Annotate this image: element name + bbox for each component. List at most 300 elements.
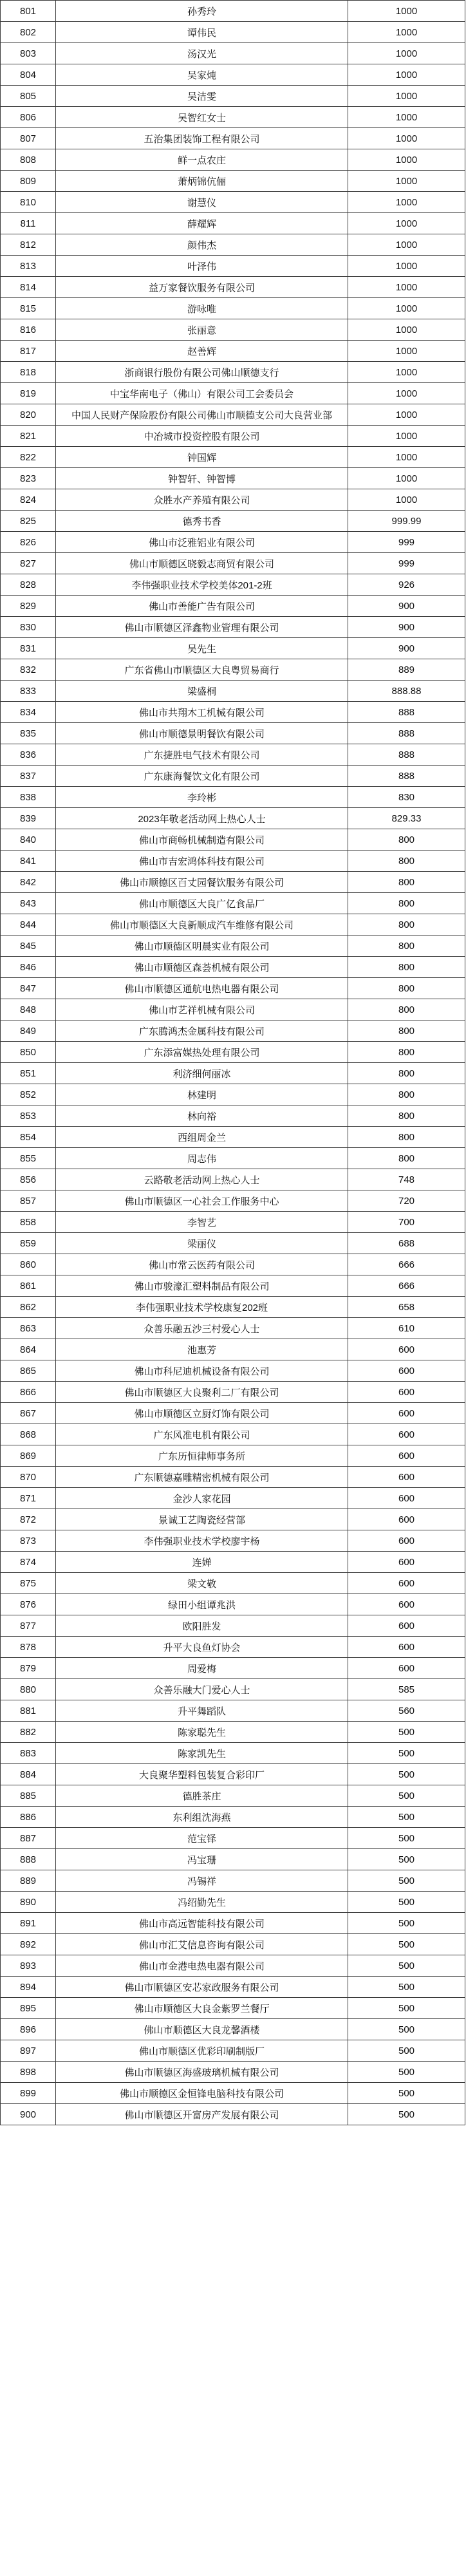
donor-name: 广东添富媒热处理有限公司 xyxy=(56,1042,348,1063)
row-number: 830 xyxy=(1,617,56,638)
donor-name: 佛山市顺德区大良龙馨酒楼 xyxy=(56,2019,348,2040)
donor-name: 佛山市顺德区安芯家政服务有限公司 xyxy=(56,1977,348,1998)
row-number: 899 xyxy=(1,2083,56,2104)
row-number: 828 xyxy=(1,574,56,596)
donor-name: 冯绍勤先生 xyxy=(56,1892,348,1913)
row-number: 869 xyxy=(1,1445,56,1467)
donation-amount: 999.99 xyxy=(348,511,465,532)
row-number: 812 xyxy=(1,234,56,256)
donor-name: 冯宝珊 xyxy=(56,1849,348,1870)
table-row xyxy=(1,723,465,744)
row-number: 827 xyxy=(1,553,56,574)
row-number: 854 xyxy=(1,1127,56,1148)
row-number: 865 xyxy=(1,1360,56,1382)
donation-amount: 500 xyxy=(348,1764,465,1785)
donor-name: 佛山市高远智能科技有限公司 xyxy=(56,1913,348,1934)
table-row xyxy=(1,978,465,999)
table-row xyxy=(1,234,465,256)
row-number: 880 xyxy=(1,1679,56,1700)
donation-amount: 800 xyxy=(348,957,465,978)
donor-name: 佛山市汇艾信息咨询有限公司 xyxy=(56,1934,348,1955)
row-number: 831 xyxy=(1,638,56,659)
table-row xyxy=(1,1892,465,1913)
donor-name: 众善乐融五沙三村爱心人士 xyxy=(56,1318,348,1339)
row-number: 813 xyxy=(1,256,56,277)
donation-amount: 1000 xyxy=(348,489,465,511)
donor-name: 大良聚华塑料包装复合彩印厂 xyxy=(56,1764,348,1785)
row-number: 814 xyxy=(1,277,56,298)
table-row xyxy=(1,1084,465,1105)
row-number: 871 xyxy=(1,1488,56,1509)
donor-name: 佛山市常云医药有限公司 xyxy=(56,1254,348,1275)
donor-name: 广东腾鸿杰金属科技有限公司 xyxy=(56,1020,348,1042)
donor-name: 广东顺德嘉雕精密机械有限公司 xyxy=(56,1467,348,1488)
table-row xyxy=(1,43,465,64)
donation-amount: 800 xyxy=(348,829,465,851)
row-number: 845 xyxy=(1,935,56,957)
table-row xyxy=(1,149,465,171)
table-row xyxy=(1,1679,465,1700)
table-row xyxy=(1,574,465,596)
donation-amount: 500 xyxy=(348,1977,465,1998)
donation-amount: 500 xyxy=(348,2040,465,2062)
donor-name: 李伟强职业技术学校美体201-2班 xyxy=(56,574,348,596)
donor-name: 绿田小组谭兆洪 xyxy=(56,1594,348,1615)
donation-amount: 666 xyxy=(348,1254,465,1275)
row-number: 885 xyxy=(1,1785,56,1807)
donor-name: 佛山市顺德区大良金紫罗兰餐厅 xyxy=(56,1998,348,2019)
donor-name: 范宝铎 xyxy=(56,1828,348,1849)
row-number: 803 xyxy=(1,43,56,64)
row-number: 870 xyxy=(1,1467,56,1488)
donor-name: 叶泽伟 xyxy=(56,256,348,277)
donor-name: 佛山市顺德区优彩印刷制版厂 xyxy=(56,2040,348,2062)
table-row xyxy=(1,1849,465,1870)
donor-name: 连婵 xyxy=(56,1552,348,1573)
row-number: 826 xyxy=(1,532,56,553)
row-number: 878 xyxy=(1,1637,56,1658)
donation-amount: 1000 xyxy=(348,192,465,213)
row-number: 895 xyxy=(1,1998,56,2019)
row-number: 833 xyxy=(1,681,56,702)
donor-name: 佛山市顺德区通航电热电器有限公司 xyxy=(56,978,348,999)
row-number: 839 xyxy=(1,808,56,829)
donation-amount: 600 xyxy=(348,1509,465,1530)
donation-amount: 600 xyxy=(348,1424,465,1445)
donation-amount: 500 xyxy=(348,1892,465,1913)
donation-amount: 500 xyxy=(348,2062,465,2083)
donor-name: 陈家凯先生 xyxy=(56,1743,348,1764)
table-row xyxy=(1,1275,465,1297)
row-number: 868 xyxy=(1,1424,56,1445)
donor-name: 德胜茶庄 xyxy=(56,1785,348,1807)
row-number: 886 xyxy=(1,1807,56,1828)
table-row xyxy=(1,893,465,914)
donation-amount: 500 xyxy=(348,1998,465,2019)
row-number: 821 xyxy=(1,426,56,447)
row-number: 861 xyxy=(1,1275,56,1297)
row-number: 843 xyxy=(1,893,56,914)
row-number: 808 xyxy=(1,149,56,171)
donation-amount: 500 xyxy=(348,1849,465,1870)
table-row xyxy=(1,489,465,511)
table-row xyxy=(1,1658,465,1679)
donor-name: 中冶城市投资控股有限公司 xyxy=(56,426,348,447)
donation-amount: 500 xyxy=(348,1934,465,1955)
donor-name: 吴家炖 xyxy=(56,64,348,86)
table-row xyxy=(1,1870,465,1892)
donation-amount: 600 xyxy=(348,1573,465,1594)
row-number: 811 xyxy=(1,213,56,234)
donation-amount: 1000 xyxy=(348,107,465,128)
donation-amount: 800 xyxy=(348,893,465,914)
row-number: 816 xyxy=(1,319,56,341)
table-row xyxy=(1,404,465,426)
donation-amount: 500 xyxy=(348,1870,465,1892)
table-row xyxy=(1,1743,465,1764)
table-row xyxy=(1,744,465,766)
row-number: 802 xyxy=(1,22,56,43)
table-body xyxy=(1,1,465,2125)
table-row xyxy=(1,277,465,298)
row-number: 819 xyxy=(1,383,56,404)
row-number: 864 xyxy=(1,1339,56,1360)
row-number: 825 xyxy=(1,511,56,532)
donor-name: 佛山市顺德景明餐饮有限公司 xyxy=(56,723,348,744)
donation-amount: 500 xyxy=(348,1913,465,1934)
row-number: 815 xyxy=(1,298,56,319)
donation-amount: 889 xyxy=(348,659,465,681)
donor-name: 吴洁雯 xyxy=(56,86,348,107)
donor-name: 利济细何丽冰 xyxy=(56,1063,348,1084)
table-row xyxy=(1,298,465,319)
donor-name: 佛山市商畅机械制造有限公司 xyxy=(56,829,348,851)
row-number: 834 xyxy=(1,702,56,723)
donor-name: 浙商银行股份有限公司佛山顺德支行 xyxy=(56,362,348,383)
table-row xyxy=(1,256,465,277)
donor-name: 佛山市顺德区百丈园餐饮服务有限公司 xyxy=(56,872,348,893)
donation-amount: 600 xyxy=(348,1637,465,1658)
donor-name: 汤汉光 xyxy=(56,43,348,64)
donation-amount: 900 xyxy=(348,596,465,617)
row-number: 897 xyxy=(1,2040,56,2062)
donation-amount: 800 xyxy=(348,1020,465,1042)
donation-amount: 666 xyxy=(348,1275,465,1297)
table-row xyxy=(1,1467,465,1488)
donation-amount: 900 xyxy=(348,638,465,659)
row-number: 823 xyxy=(1,468,56,489)
donor-name: 陈家聪先生 xyxy=(56,1722,348,1743)
table-row xyxy=(1,1127,465,1148)
donation-amount: 748 xyxy=(348,1169,465,1190)
row-number: 844 xyxy=(1,914,56,935)
donor-name: 佛山市金港电热电器有限公司 xyxy=(56,1955,348,1977)
donor-name: 冯锡祥 xyxy=(56,1870,348,1892)
donor-name: 五治集团装饰工程有限公司 xyxy=(56,128,348,149)
donor-name: 佛山市泛雅铝业有限公司 xyxy=(56,532,348,553)
row-number: 863 xyxy=(1,1318,56,1339)
donor-name: 广东省佛山市顺德区大良粤贸易商行 xyxy=(56,659,348,681)
table-row xyxy=(1,829,465,851)
donation-amount: 700 xyxy=(348,1212,465,1233)
table-row xyxy=(1,659,465,681)
donation-amount: 1000 xyxy=(348,234,465,256)
table-row xyxy=(1,808,465,829)
donor-name: 升平舞蹈队 xyxy=(56,1700,348,1722)
donation-amount: 688 xyxy=(348,1233,465,1254)
row-number: 801 xyxy=(1,1,56,22)
donation-amount: 600 xyxy=(348,1530,465,1552)
row-number: 809 xyxy=(1,171,56,192)
table-row xyxy=(1,1,465,22)
table-row xyxy=(1,1488,465,1509)
donation-amount: 1000 xyxy=(348,213,465,234)
table-row xyxy=(1,1424,465,1445)
donor-name: 李伟强职业技术学校廖宇杨 xyxy=(56,1530,348,1552)
table-row xyxy=(1,1977,465,1998)
donation-amount: 610 xyxy=(348,1318,465,1339)
donor-name: 众胜水产养殖有限公司 xyxy=(56,489,348,511)
donation-amount: 1000 xyxy=(348,426,465,447)
row-number: 824 xyxy=(1,489,56,511)
table-row xyxy=(1,1615,465,1637)
table-row xyxy=(1,1700,465,1722)
table-row xyxy=(1,2083,465,2104)
table-row xyxy=(1,553,465,574)
table-row xyxy=(1,383,465,404)
donation-amount: 600 xyxy=(348,1615,465,1637)
donor-name: 金沙人家花园 xyxy=(56,1488,348,1509)
table-row xyxy=(1,999,465,1020)
table-row xyxy=(1,1998,465,2019)
donation-amount: 600 xyxy=(348,1445,465,1467)
donation-amount: 500 xyxy=(348,1785,465,1807)
donation-amount: 500 xyxy=(348,1743,465,1764)
table-row xyxy=(1,341,465,362)
donation-amount: 600 xyxy=(348,1360,465,1382)
row-number: 829 xyxy=(1,596,56,617)
donation-amount: 500 xyxy=(348,2083,465,2104)
table-row xyxy=(1,1722,465,1743)
donation-amount: 926 xyxy=(348,574,465,596)
table-row xyxy=(1,1233,465,1254)
donor-name: 谭伟民 xyxy=(56,22,348,43)
row-number: 810 xyxy=(1,192,56,213)
table-row xyxy=(1,1254,465,1275)
donor-name: 佛山市顺德区金恒锋电脑科技有限公司 xyxy=(56,2083,348,2104)
row-number: 884 xyxy=(1,1764,56,1785)
donor-name: 萧炳锦伉俪 xyxy=(56,171,348,192)
donation-amount: 800 xyxy=(348,851,465,872)
row-number: 900 xyxy=(1,2104,56,2125)
row-number: 820 xyxy=(1,404,56,426)
donation-amount: 600 xyxy=(348,1658,465,1679)
donation-amount: 500 xyxy=(348,2104,465,2125)
table-row xyxy=(1,1212,465,1233)
donation-amount: 888 xyxy=(348,744,465,766)
row-number: 858 xyxy=(1,1212,56,1233)
row-number: 873 xyxy=(1,1530,56,1552)
donation-amount: 600 xyxy=(348,1594,465,1615)
donation-amount: 888.88 xyxy=(348,681,465,702)
table-row xyxy=(1,1063,465,1084)
table-row xyxy=(1,22,465,43)
donor-name: 佛山市共翔木工机械有限公司 xyxy=(56,702,348,723)
table-row xyxy=(1,1318,465,1339)
row-number: 846 xyxy=(1,957,56,978)
table-row xyxy=(1,851,465,872)
table-row xyxy=(1,1148,465,1169)
row-number: 889 xyxy=(1,1870,56,1892)
table-row xyxy=(1,2104,465,2125)
row-number: 806 xyxy=(1,107,56,128)
row-number: 804 xyxy=(1,64,56,86)
donation-amount: 888 xyxy=(348,723,465,744)
donor-name: 佛山市顺德区大良聚利二厂有限公司 xyxy=(56,1382,348,1403)
donor-name: 佛山市顺德区大良新顺成汽车维修有限公司 xyxy=(56,914,348,935)
table-row xyxy=(1,1530,465,1552)
donor-name: 佛山市艺祥机械有限公司 xyxy=(56,999,348,1020)
table-row xyxy=(1,1764,465,1785)
donation-amount: 830 xyxy=(348,787,465,808)
donation-amount: 500 xyxy=(348,1807,465,1828)
table-row xyxy=(1,1934,465,1955)
donation-amount: 1000 xyxy=(348,43,465,64)
donation-amount: 1000 xyxy=(348,256,465,277)
donation-amount: 600 xyxy=(348,1467,465,1488)
row-number: 851 xyxy=(1,1063,56,1084)
row-number: 890 xyxy=(1,1892,56,1913)
donor-name: 梁丽仪 xyxy=(56,1233,348,1254)
row-number: 847 xyxy=(1,978,56,999)
donor-name: 李智艺 xyxy=(56,1212,348,1233)
row-number: 855 xyxy=(1,1148,56,1169)
donation-amount: 800 xyxy=(348,1084,465,1105)
donation-amount: 600 xyxy=(348,1488,465,1509)
row-number: 857 xyxy=(1,1190,56,1212)
donor-name: 佛山市顺德区海盛玻璃机械有限公司 xyxy=(56,2062,348,2083)
donor-name: 佛山市顺德区大良广亿食品厂 xyxy=(56,893,348,914)
donor-name: 吴智红女士 xyxy=(56,107,348,128)
row-number: 872 xyxy=(1,1509,56,1530)
donor-name: 周爱梅 xyxy=(56,1658,348,1679)
donation-amount: 1000 xyxy=(348,362,465,383)
donor-name: 广东历恒律师事务所 xyxy=(56,1445,348,1467)
table-row xyxy=(1,171,465,192)
table-row xyxy=(1,1360,465,1382)
donation-amount: 500 xyxy=(348,2019,465,2040)
donor-name: 佛山市骏濠汇塑料制品有限公司 xyxy=(56,1275,348,1297)
donor-name: 钟国辉 xyxy=(56,447,348,468)
row-number: 896 xyxy=(1,2019,56,2040)
table-row xyxy=(1,2040,465,2062)
donor-name: 薛耀辉 xyxy=(56,213,348,234)
row-number: 853 xyxy=(1,1105,56,1127)
row-number: 856 xyxy=(1,1169,56,1190)
table-row xyxy=(1,1785,465,1807)
donor-name: 佛山市吉宏鸿体科技有限公司 xyxy=(56,851,348,872)
table-row xyxy=(1,1339,465,1360)
table-row xyxy=(1,1382,465,1403)
row-number: 887 xyxy=(1,1828,56,1849)
table-row xyxy=(1,128,465,149)
donor-name: 颜伟杰 xyxy=(56,234,348,256)
donation-amount: 800 xyxy=(348,999,465,1020)
donor-name: 广东捷胜电气技术有限公司 xyxy=(56,744,348,766)
table-row xyxy=(1,1807,465,1828)
row-number: 817 xyxy=(1,341,56,362)
row-number: 852 xyxy=(1,1084,56,1105)
donation-amount: 800 xyxy=(348,978,465,999)
row-number: 840 xyxy=(1,829,56,851)
row-number: 835 xyxy=(1,723,56,744)
donor-name: 鲜一点农庄 xyxy=(56,149,348,171)
row-number: 832 xyxy=(1,659,56,681)
donation-amount: 900 xyxy=(348,617,465,638)
row-number: 841 xyxy=(1,851,56,872)
donation-amount: 500 xyxy=(348,1828,465,1849)
row-number: 883 xyxy=(1,1743,56,1764)
donor-name: 东利组沈海燕 xyxy=(56,1807,348,1828)
donor-name: 梁盛桐 xyxy=(56,681,348,702)
donor-name: 谢慧仪 xyxy=(56,192,348,213)
donor-name: 李玲彬 xyxy=(56,787,348,808)
table-row xyxy=(1,1445,465,1467)
row-number: 842 xyxy=(1,872,56,893)
table-row xyxy=(1,362,465,383)
row-number: 875 xyxy=(1,1573,56,1594)
table-row xyxy=(1,1297,465,1318)
donor-name: 林向裕 xyxy=(56,1105,348,1127)
donation-amount: 500 xyxy=(348,1722,465,1743)
row-number: 882 xyxy=(1,1722,56,1743)
table-row xyxy=(1,319,465,341)
table-row xyxy=(1,1828,465,1849)
table-row xyxy=(1,1190,465,1212)
table-row xyxy=(1,1594,465,1615)
table-row xyxy=(1,766,465,787)
row-number: 888 xyxy=(1,1849,56,1870)
row-number: 894 xyxy=(1,1977,56,1998)
row-number: 867 xyxy=(1,1403,56,1424)
donor-name: 中宝华南电子（佛山）有限公司工会委员会 xyxy=(56,383,348,404)
table-row xyxy=(1,681,465,702)
donation-amount: 1000 xyxy=(348,86,465,107)
row-number: 805 xyxy=(1,86,56,107)
donor-name: 德秀书香 xyxy=(56,511,348,532)
donation-amount: 600 xyxy=(348,1552,465,1573)
donor-name: 佛山市顺德区泽鑫物业管理有限公司 xyxy=(56,617,348,638)
donor-name: 广东康海餐饮文化有限公司 xyxy=(56,766,348,787)
table-row xyxy=(1,192,465,213)
table-row xyxy=(1,1509,465,1530)
donation-amount: 1000 xyxy=(348,468,465,489)
donation-amount: 1000 xyxy=(348,64,465,86)
donation-amount: 800 xyxy=(348,1063,465,1084)
donation-amount: 800 xyxy=(348,1042,465,1063)
donor-name: 西组周金兰 xyxy=(56,1127,348,1148)
table-row xyxy=(1,596,465,617)
row-number: 874 xyxy=(1,1552,56,1573)
donor-name: 钟智轩、钟智博 xyxy=(56,468,348,489)
donor-name: 佛山市科尼迪机械设备有限公司 xyxy=(56,1360,348,1382)
row-number: 848 xyxy=(1,999,56,1020)
table-row xyxy=(1,935,465,957)
table-row xyxy=(1,511,465,532)
donor-name: 佛山市善能广告有限公司 xyxy=(56,596,348,617)
donor-name: 池惠芳 xyxy=(56,1339,348,1360)
donation-amount: 1000 xyxy=(348,171,465,192)
